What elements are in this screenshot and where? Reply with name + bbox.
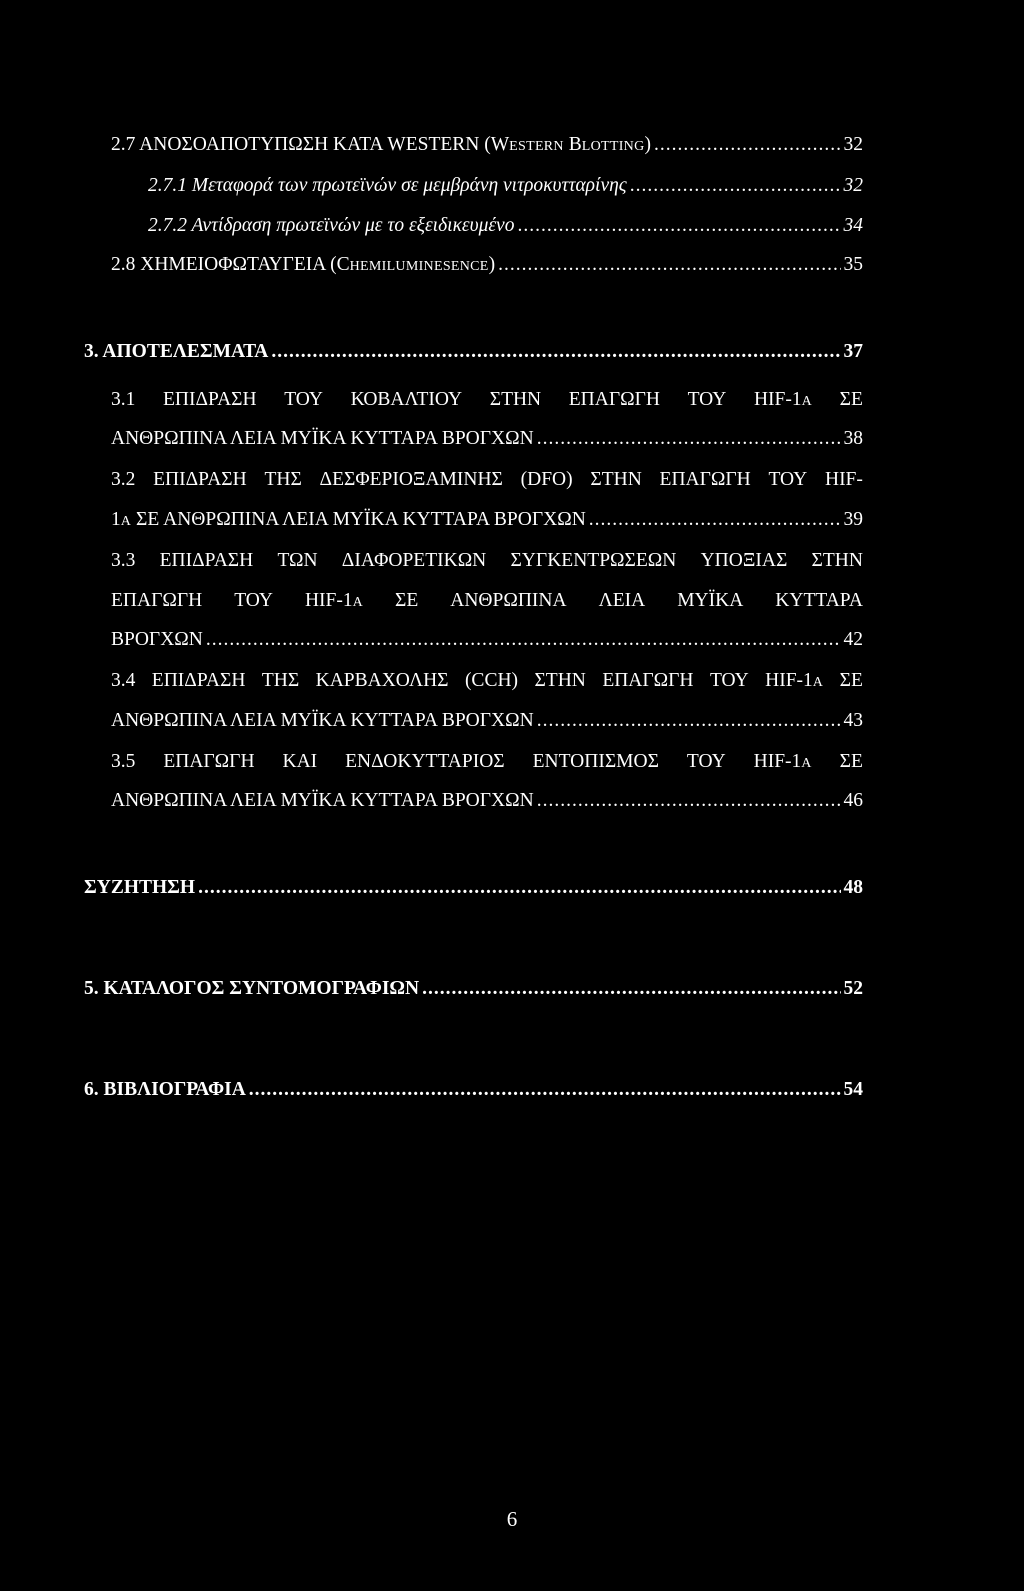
word: (DFO) (520, 469, 573, 490)
smallcaps-alpha: Α (120, 514, 132, 529)
toc-page-number: 42 (843, 629, 863, 650)
toc-entry-title: ΑΝΘΡΩΠΙΝΑ ΛΕΙΑ ΜΥΪΚΑ ΚΥΤΤΑΡΑ ΒΡΟΓΧΩΝ (111, 790, 534, 811)
word: ΕΠΑΓΩΓΗ (659, 469, 751, 490)
word: ΣΤΗΝ (534, 670, 586, 691)
word: ΕΝΔΟΚΥΤΤΑΡΙΟΣ (345, 751, 505, 772)
toc-entry-title: ΑΝΘΡΩΠΙΝΑ ΛΕΙΑ ΜΥΪΚΑ ΚΥΤΤΑΡΑ ΒΡΟΓΧΩΝ (111, 428, 534, 449)
leader-dots (589, 509, 841, 531)
word: ΤΟΥ (284, 389, 323, 410)
toc-entry-smallcaps: HEMILUMINESENCE (349, 259, 489, 274)
toc-entry-title: ) (488, 254, 496, 275)
word: ΣΕ (395, 590, 419, 611)
word: ΤΩΝ (277, 550, 318, 571)
toc-entry-2-7-1[interactable] (148, 175, 863, 197)
toc-page-number: 32 (843, 175, 863, 196)
word: ΑΝΘΡΩΠΙΝΑ (450, 590, 567, 611)
leader-dots (537, 790, 841, 812)
smallcaps-alpha: Α (352, 595, 364, 610)
toc-entry-title: ΑΝΘΡΩΠΙΝΑ ΛΕΙΑ ΜΥΪΚΑ ΚΥΤΤΑΡΑ ΒΡΟΓΧΩΝ (111, 710, 534, 731)
toc-entry-title: 2.7.2 Αντίδραση πρωτεϊνών με το εξειδικευμένο (148, 215, 515, 236)
toc-page-number: 39 (843, 509, 863, 530)
toc-entry-smallcaps: LOTTING (581, 139, 645, 154)
toc-page-number: 46 (843, 790, 863, 811)
toc-entry-3-3-line1[interactable] (111, 550, 863, 572)
word: ΕΠΙΔΡΑΣΗ (162, 389, 257, 410)
toc-entry-3-1-line2[interactable] (111, 428, 863, 450)
word: ΕΠΙΔΡΑΣΗ (153, 469, 247, 490)
word: ΤΟΥ (234, 590, 273, 611)
toc-entry-3-4-line1[interactable] (111, 670, 863, 692)
word: ΕΝΤΟΠΙΣΜΟΣ (532, 751, 659, 772)
toc-page-number: 43 (843, 710, 863, 731)
word: ΣΕ (839, 670, 863, 691)
word: HIF-1 (304, 590, 353, 611)
leader-dots (654, 134, 841, 156)
toc-entry-title: 2.8 ΧΗΜΕΙΟΦΩΤΑΥΓΕΙΑ (C (111, 254, 350, 275)
word: ΚΑΙ (282, 751, 318, 772)
toc-entry-2-8[interactable] (111, 254, 863, 276)
toc-entry-title: 6. ΒΙΒΛΙΟΓΡΑΦΙΑ (84, 1079, 246, 1100)
leader-dots (271, 341, 840, 363)
word: 3.5 (111, 751, 136, 772)
word: ΕΠΑΓΩΓΗ (111, 590, 203, 611)
toc-entry-title: ΣΕ ΑΝΘΡΩΠΙΝΑ ΛΕΙΑ ΜΥΪΚΑ ΚΥΤΤΑΡΑ ΒΡΟΓΧΩΝ (131, 509, 586, 530)
toc-page-number: 35 (843, 254, 863, 275)
word (754, 751, 812, 773)
toc-entry-title: B (563, 134, 582, 155)
leader-dots (630, 175, 841, 197)
toc-entry-smallcaps: ESTERN (509, 139, 564, 154)
leader-dots (249, 1079, 841, 1101)
toc-entry-title: 2.7 ΑΝΟΣΟΑΠΟΤΥΠΩΣΗ ΚΑΤΑ WESTERN (W (111, 134, 510, 155)
word: ΣΤΗΝ (489, 389, 542, 410)
word: HIF- (824, 469, 863, 490)
toc-page-number: 32 (843, 134, 863, 155)
word: (CCH) (464, 670, 519, 691)
toc-entry-title: 2.7.1 Μεταφορά των πρωτεϊνών σε μεμβράνη νιτροκυτταρίνης (148, 175, 627, 196)
word: HIF-1 (765, 670, 813, 691)
toc-entry-6[interactable] (84, 1079, 863, 1101)
word: ΕΠΑΓΩΓΗ (568, 389, 660, 410)
toc-entry-title: ΒΡΟΓΧΩΝ (111, 629, 203, 650)
word: ΚΟΒΑΛΤΙΟΥ (350, 389, 463, 410)
word: 3.3 (111, 550, 136, 571)
toc-entry-discussion[interactable] (84, 877, 863, 899)
word: ΕΠΑΓΩΓΗ (163, 751, 255, 772)
word: ΤΗΣ (261, 670, 300, 691)
toc-entry-title: ΣΥΖΗΤΗΣΗ (84, 877, 196, 898)
word (765, 670, 823, 692)
toc-entry-3-2-line2[interactable] (111, 509, 863, 531)
word: ΣΤΗΝ (811, 550, 863, 571)
leader-dots (537, 710, 841, 732)
word: ΔΙΑΦΟΡΕΤΙΚΩΝ (341, 550, 487, 571)
smallcaps-alpha: Α (801, 756, 812, 771)
toc-entry-3-2-line1[interactable] (111, 469, 863, 491)
toc-entry-3[interactable] (84, 341, 863, 363)
toc-page-number: 52 (843, 978, 863, 999)
toc-entry-title: 5. ΚΑΤΑΛΟΓΟΣ ΣΥΝΤΟΜΟΓΡΑΦΙΩΝ (84, 978, 420, 999)
word: ΤΟΥ (687, 389, 727, 410)
word: ΜΥΪΚΑ (677, 590, 744, 611)
toc-entry-2-7[interactable] (111, 134, 863, 156)
leader-dots (422, 978, 840, 1000)
word: ΕΠΙΔΡΑΣΗ (151, 670, 246, 691)
toc-entry-title: 3. ΑΠΟΤΕΛΕΣΜΑΤΑ (84, 341, 269, 362)
toc-entry-3-1-line1[interactable] (111, 389, 863, 411)
toc-entry-2-7-2[interactable] (148, 215, 863, 237)
word: HIF-1 (753, 389, 802, 410)
leader-dots (537, 428, 841, 450)
word (754, 389, 812, 411)
leader-dots (517, 215, 840, 237)
smallcaps-alpha: Α (812, 675, 824, 690)
word: ΣΕ (839, 389, 863, 410)
toc-page-number: 37 (843, 341, 863, 362)
word: ΤΟΥ (709, 670, 749, 691)
toc-page-number: 48 (843, 877, 863, 898)
word: ΣΥΓΚΕΝΤΡΩΣΕΩΝ (510, 550, 677, 571)
leader-dots (206, 629, 841, 651)
word: 3.2 (111, 469, 136, 490)
leader-dots (198, 877, 840, 899)
toc-entry-title: 1 (111, 509, 121, 530)
word: ΥΠΟΞΙΑΣ (700, 550, 788, 571)
toc-entry-3-5-line1[interactable] (111, 751, 863, 773)
toc-page-number: 54 (843, 1079, 863, 1100)
word: 3.4 (111, 670, 136, 691)
word: ΚΥΤΤΑΡΑ (775, 590, 863, 611)
word: ΤΗΣ (264, 469, 302, 490)
word: HIF-1 (753, 751, 802, 772)
word (305, 590, 363, 612)
word: ΣΤΗΝ (590, 469, 642, 490)
toc-entry-3-5-line2[interactable] (111, 790, 863, 812)
toc-entry-3-4-line2[interactable] (111, 710, 863, 732)
toc-entry-3-3-line3[interactable] (111, 629, 863, 651)
word: ΤΟΥ (686, 751, 726, 772)
toc-entry-5[interactable] (84, 978, 863, 1000)
word: ΛΕΙΑ (598, 590, 646, 611)
toc-page-number: 38 (843, 428, 863, 449)
word: ΣΕ (839, 751, 863, 772)
page-number: 6 (506, 1507, 518, 1531)
toc-page-number: 34 (843, 215, 863, 236)
word: 3.1 (111, 389, 136, 410)
word: ΔΕΣΦΕΡΙΟΞΑΜΙΝΗΣ (319, 469, 503, 490)
smallcaps-alpha: Α (801, 394, 813, 409)
leader-dots (498, 254, 840, 276)
toc-entry-3-3-line2[interactable] (111, 590, 863, 612)
word: ΚΑΡΒΑΧΟΛΗΣ (315, 670, 449, 691)
toc-entry-title: ) (644, 134, 651, 155)
word: ΕΠΙΔΡΑΣΗ (159, 550, 254, 571)
word: ΕΠΑΓΩΓΗ (602, 670, 694, 691)
word: ΤΟΥ (768, 469, 808, 490)
